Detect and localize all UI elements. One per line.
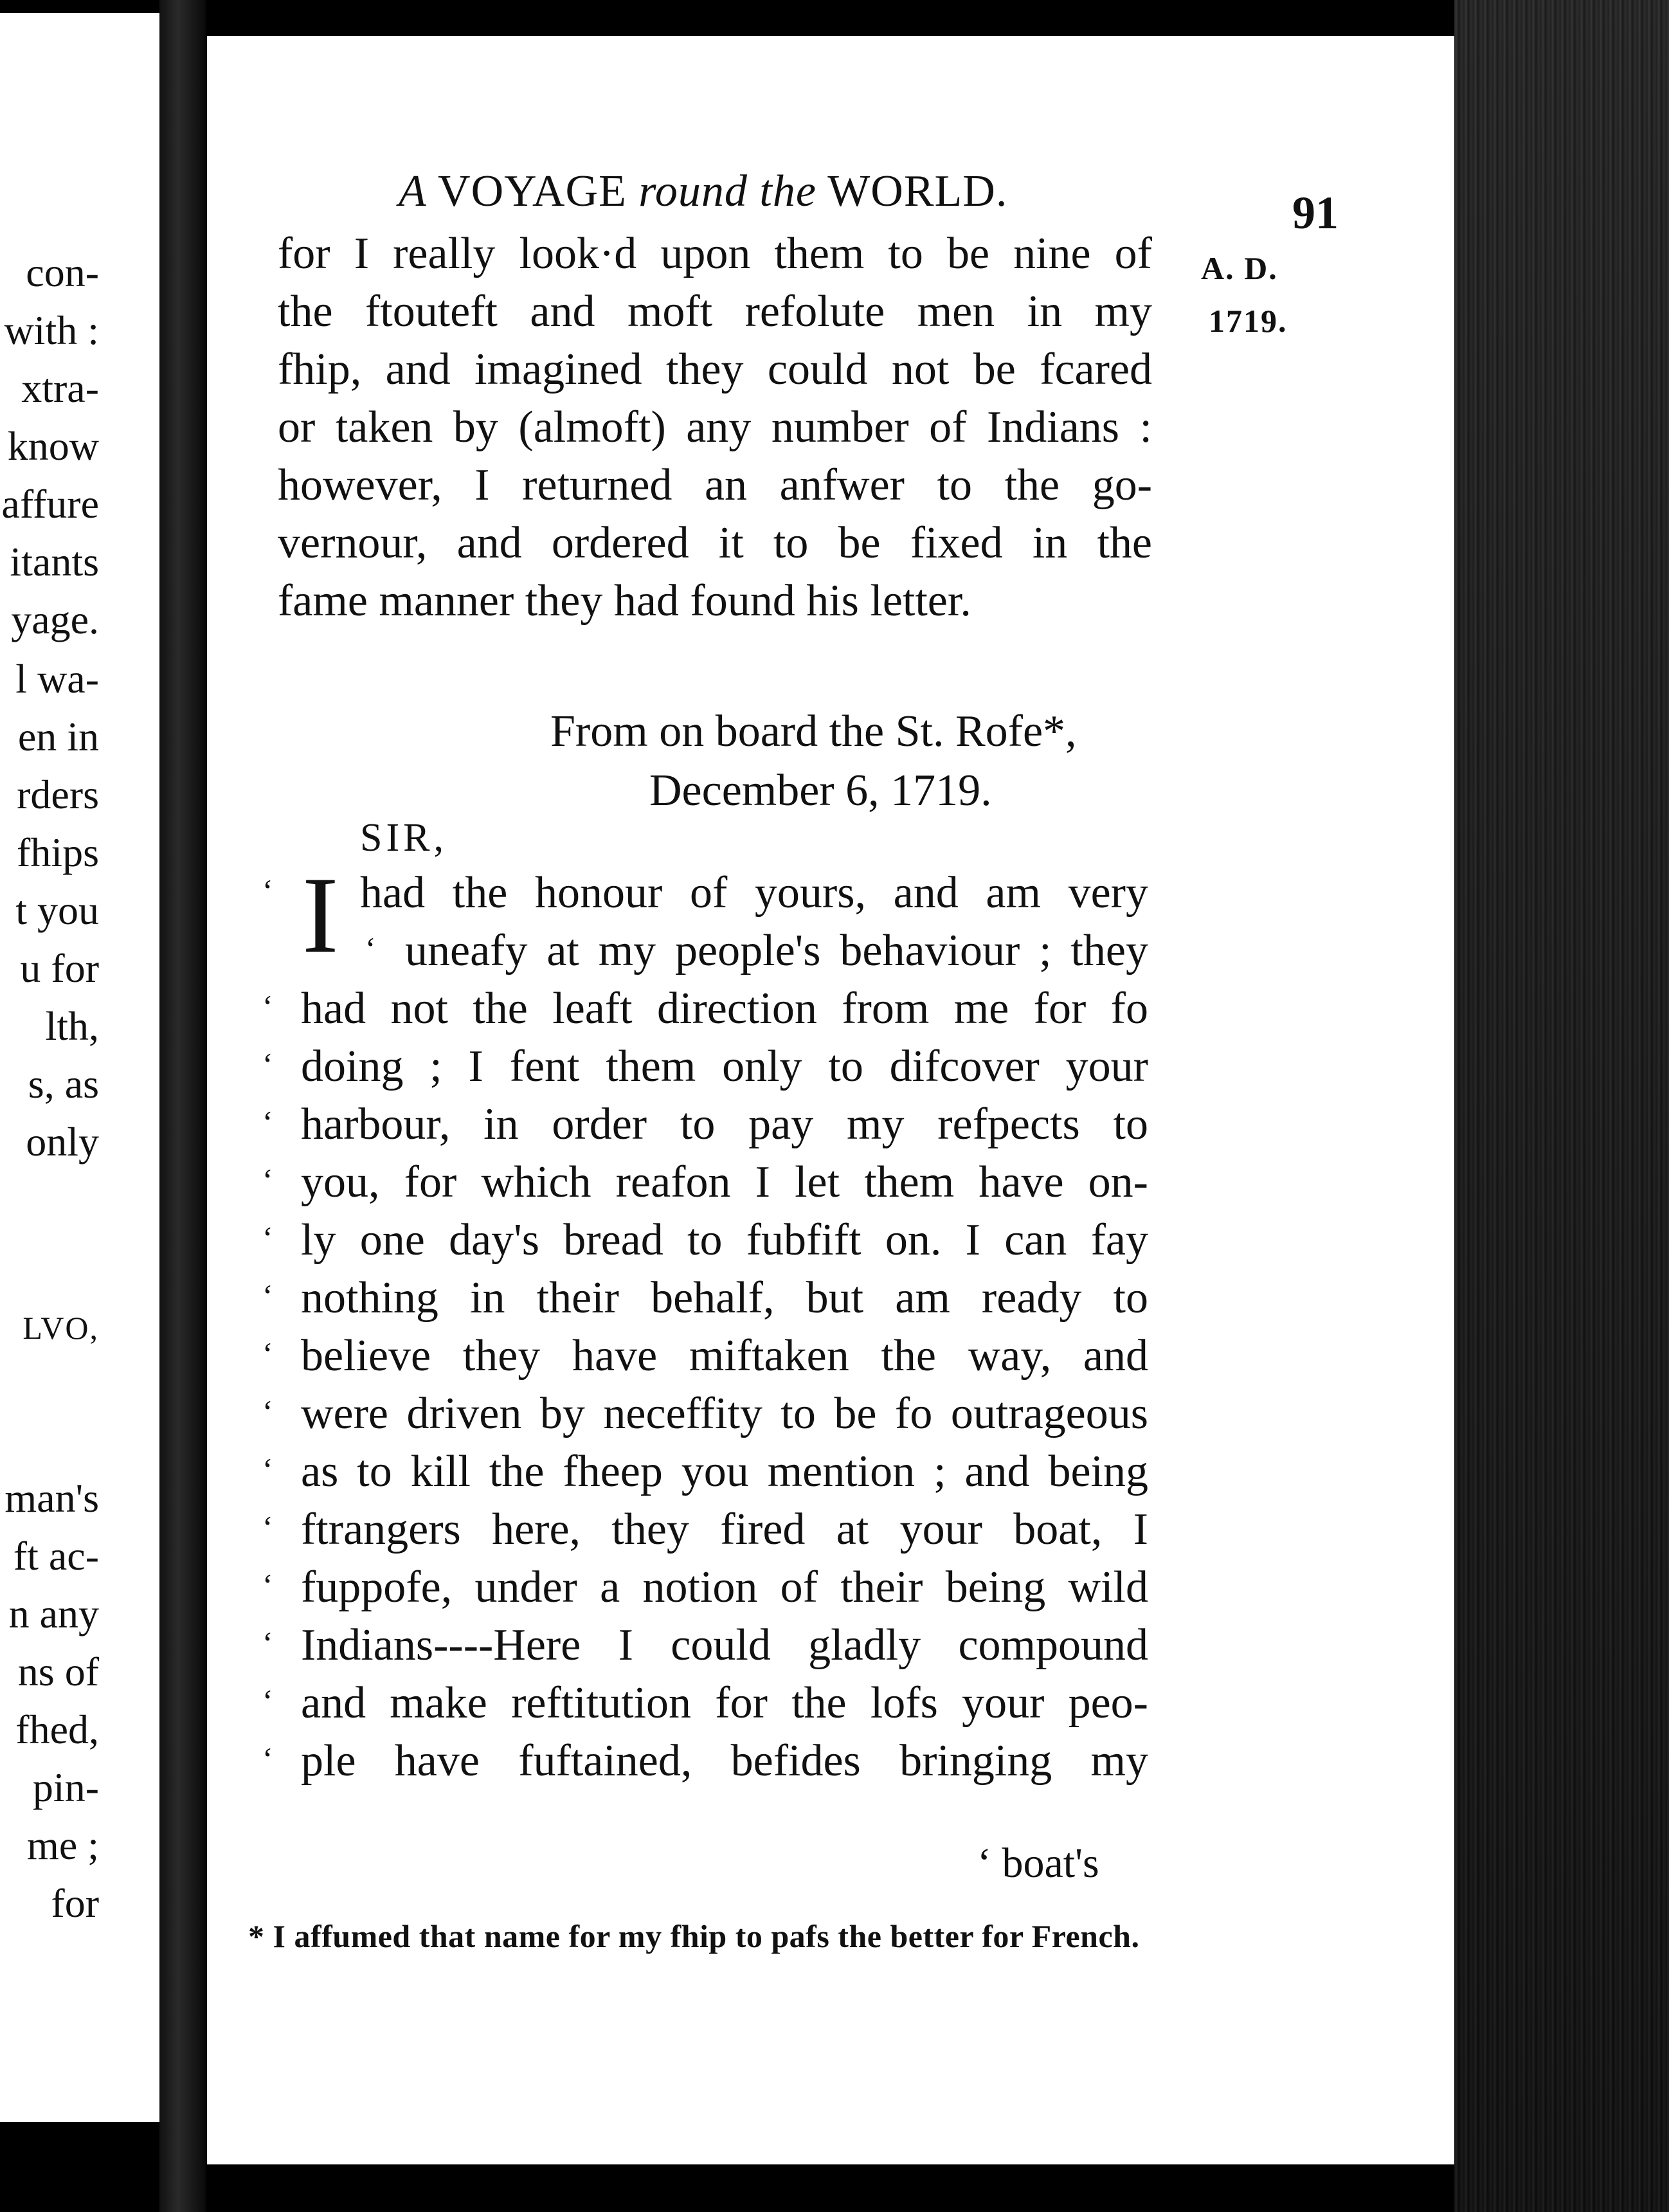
left-fragment: n any: [8, 1591, 99, 1636]
header-voyage: VOYAGE: [438, 167, 627, 216]
page-edges: [1454, 0, 1669, 2212]
left-fragment: me ;: [27, 1822, 99, 1868]
book-gutter: [159, 0, 206, 2212]
letter-line: as to kill the fheep you mention ; and being: [301, 1447, 1148, 1496]
quote-mark: ‘: [365, 930, 376, 966]
left-fragment: fhips: [17, 830, 99, 875]
letter-line: ftrangers here, they fired at your boat, I: [301, 1505, 1148, 1554]
left-fragment: for: [51, 1880, 99, 1926]
quote-mark: ‘: [262, 1509, 273, 1545]
running-header: [399, 166, 1007, 217]
letter-date-line: December 6, 1719.: [649, 766, 992, 815]
drop-cap: I: [302, 855, 339, 975]
quote-mark: ‘: [262, 1451, 273, 1487]
quote-mark: ‘: [262, 1220, 273, 1256]
left-fragment: pin-: [32, 1764, 99, 1810]
quote-mark: ‘: [262, 988, 273, 1024]
left-fragment: only: [26, 1119, 99, 1165]
quote-mark: ‘: [262, 1393, 273, 1429]
body-line: vernour, and ordered it to be fixed in the: [278, 518, 1152, 568]
left-fragment: fhed,: [15, 1707, 99, 1752]
quote-mark: ‘: [262, 873, 273, 909]
margin-note-year: 1719.: [1209, 303, 1288, 339]
left-fragment: u for: [20, 945, 99, 991]
letter-line: fuppofe, under a notion of their being wild: [301, 1563, 1148, 1612]
letter-from-line: From on board the St. Rofe*,: [550, 707, 1077, 756]
quote-mark: ‘: [262, 1567, 273, 1603]
left-fragment: man's: [5, 1475, 99, 1521]
left-fragment: with :: [4, 307, 99, 353]
quote-mark: ‘: [262, 1683, 273, 1719]
left-fragment: con-: [26, 249, 99, 295]
letter-line: had not the leaft direction from me for fo: [301, 984, 1148, 1033]
left-fragment: l wa-: [15, 656, 99, 702]
body-line: fame manner they had found his letter.: [278, 576, 971, 626]
quote-mark: ‘: [262, 1104, 273, 1140]
left-fragment: know: [7, 423, 99, 469]
left-fragment: yage.: [11, 597, 99, 642]
letter-line: you, for which reafon I let them have on-: [301, 1157, 1148, 1207]
header-article: A: [399, 167, 427, 216]
letter-line: Indians----Here I could gladly compound: [301, 1620, 1148, 1670]
left-fragment: lth,: [45, 1003, 99, 1049]
quote-mark: ‘: [262, 1046, 273, 1082]
page-number: 91: [1292, 187, 1339, 239]
quote-mark: ‘: [262, 1625, 273, 1661]
footnote: * I affumed that name for my fhip to pafs the better for French.: [248, 1918, 1140, 1954]
left-fragment: affure: [1, 481, 99, 527]
header-round-the: round the: [638, 167, 816, 216]
left-fragment: ft ac-: [13, 1533, 99, 1579]
left-fragment: LVO,: [23, 1310, 99, 1346]
letter-line: believe they have miftaken the way, and: [301, 1331, 1148, 1381]
letter-line: were driven by neceffity to be fo outrageous: [301, 1389, 1148, 1438]
left-fragment: rders: [17, 772, 99, 817]
body-line: however, I returned an anfwer to the go-: [278, 460, 1152, 510]
body-line: fhip, and imagined they could not be fcared: [278, 345, 1152, 394]
body-line: or taken by (almoft) any number of Indians :: [278, 403, 1152, 452]
letter-line: nothing in their behalf, but am ready to: [301, 1273, 1148, 1323]
left-fragment: en in: [17, 714, 99, 759]
left-fragment: xtra-: [21, 365, 99, 411]
body-line: for I really look·d upon them to be nine of: [278, 229, 1152, 278]
letter-line: ple have fuftained, befides bringing my: [301, 1736, 1148, 1786]
catchword: ‘ boat's: [977, 1840, 1099, 1887]
margin-note-ad: A. D.: [1201, 250, 1278, 286]
header-world: WORLD.: [827, 167, 1008, 216]
left-fragment: itants: [10, 539, 99, 585]
letter-salutation: SIR,: [360, 816, 447, 860]
letter-line: harbour, in order to pay my refpects to: [301, 1100, 1148, 1149]
quote-mark: ‘: [262, 1741, 273, 1777]
left-page: [0, 13, 163, 2122]
left-fragment: ns of: [17, 1649, 99, 1694]
letter-line: doing ; I fent them only to difcover your: [301, 1042, 1148, 1091]
letter-line: uneafy at my people's behaviour ; they: [405, 926, 1148, 975]
quote-mark: ‘: [262, 1336, 273, 1372]
letter-line: had the honour of yours, and am very: [360, 868, 1148, 918]
left-fragment: s, as: [28, 1061, 99, 1107]
body-line: the ftouteft and moft refolute men in my: [278, 287, 1152, 336]
quote-mark: ‘: [262, 1162, 273, 1198]
letter-line: and make reftitution for the lofs your peo-: [301, 1678, 1148, 1728]
letter-line: ly one day's bread to fubfift on. I can fay: [301, 1215, 1148, 1265]
quote-mark: ‘: [262, 1278, 273, 1314]
left-fragment: t you: [15, 887, 99, 933]
